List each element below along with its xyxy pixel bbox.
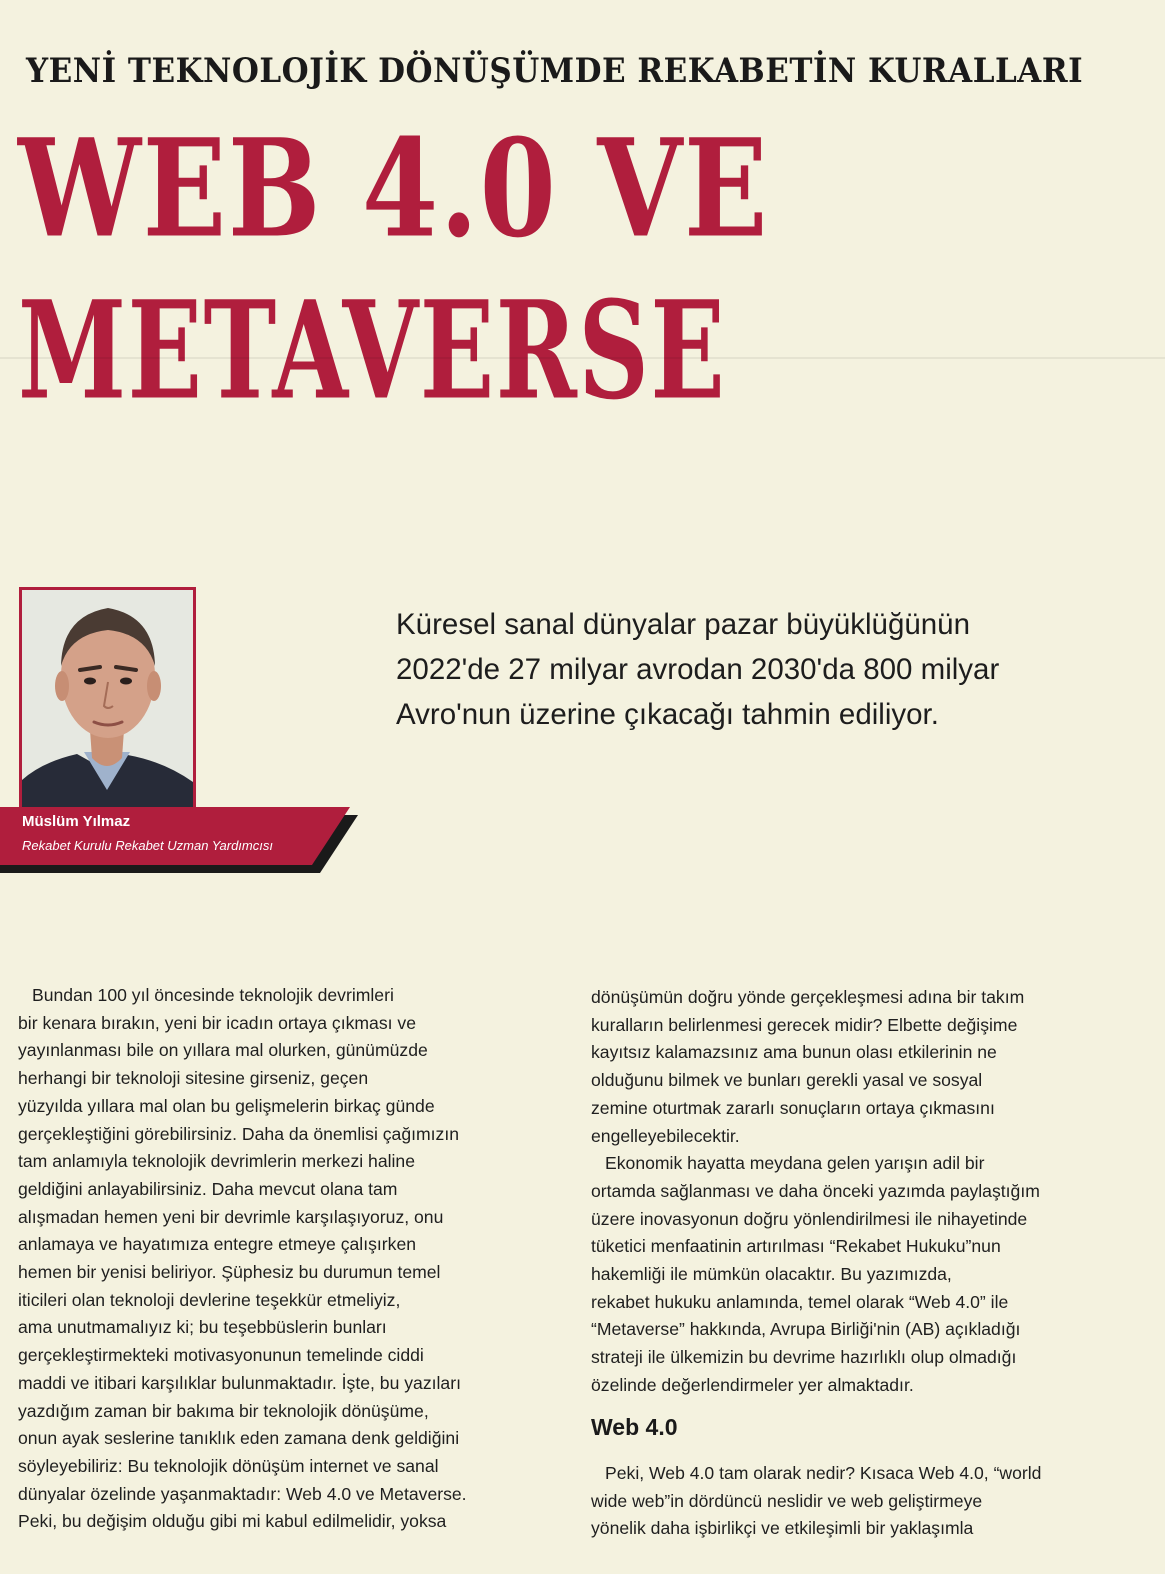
- body-line: bir kenara bırakın, yeni bir icadın ortaya çıkması ve: [18, 1012, 416, 1033]
- body-line: alışmadan hemen yeni bir devrimle karşılaşıyoruz, onu: [18, 1206, 444, 1227]
- body-line: zemine oturtmak zararlı sonuçların ortaya çıkmasını: [591, 1097, 995, 1118]
- body-line: ortamda sağlanması ve daha önceki yazımda paylaştığım: [591, 1180, 1040, 1201]
- body-line: wide web”in dördüncü neslidir ve web geliştirmeye: [591, 1490, 983, 1511]
- author-name: Müslüm Yılmaz: [22, 813, 131, 830]
- body-line: tüketici menfaatinin artırılması “Rekabet Hukuku”nun: [591, 1236, 1001, 1257]
- body-line: söyleyebiliriz: Bu teknolojik dönüşüm internet ve sanal: [18, 1455, 439, 1476]
- body-line: anlamaya ve hayatımıza entegre etmeye çalışırken: [18, 1234, 417, 1255]
- body-line: tam anlamıyla teknolojik devrimlerin merkezi haline: [18, 1151, 415, 1172]
- body-line: özelinde değerlendirmeler yer almaktadır.: [591, 1374, 914, 1395]
- body-line: kuralların belirlenmesi gerecek midir? Elbette değişime: [591, 1014, 1018, 1035]
- author-portrait-icon: [22, 590, 193, 811]
- body-line: geldiğini anlayabilirsiniz. Daha mevcut olana tam: [18, 1178, 398, 1199]
- body-line: Ekonomik hayatta meydana gelen yarışın adil bir: [605, 1153, 985, 1174]
- body-line: Bundan 100 yıl öncesinde teknolojik devrimleri: [32, 985, 394, 1005]
- body-line: gerçekleştirmekteki motivasyonunun temelinde ciddi: [18, 1345, 424, 1366]
- lede-line: Küresel sanal dünyalar pazar büyüklüğünün: [396, 608, 970, 641]
- kicker: YENİ TEKNOLOJİK DÖNÜŞÜMDE REKABETİN KURALLARI: [26, 52, 1084, 91]
- body-line: strateji ile ülkemizin bu devrime hazırlıklı olup olmadığı: [591, 1347, 1017, 1368]
- body-line: dönüşümün doğru yönde gerçekleşmesi adına bir takım: [591, 987, 1025, 1007]
- body-line: yayınlanması bile on yıllara mal olurken, günümüzde: [18, 1040, 428, 1061]
- body-column-right: [591, 984, 1131, 1400]
- body-line: yüzyılda yıllara mal olan bu gelişmelerin birkaç günde: [18, 1095, 435, 1116]
- section-heading: Web 4.0: [591, 1414, 678, 1440]
- body-line: gerçekleştiğini görebilirsiniz. Daha da önemlisi çağımızın: [18, 1123, 460, 1144]
- body-column-left: [18, 982, 558, 1536]
- body-line: Peki, bu değişim olduğu gibi mi kabul edilmelidir, yoksa: [18, 1511, 447, 1532]
- body-line: yönelik daha işbirlikçi ve etkileşimli bir yaklaşımla: [591, 1518, 974, 1539]
- body-line: Peki, Web 4.0 tam olarak nedir? Kısaca Web 4.0, “world: [605, 1463, 1042, 1483]
- headline-line-1: WEB 4.0 VE: [18, 110, 770, 269]
- body-line: engelleyebilecektir.: [591, 1125, 740, 1146]
- body-line: onun ayak seslerine tanıklık eden zamana denk geldiğini: [18, 1428, 460, 1449]
- page-fold: [0, 357, 1165, 359]
- body-column-right-continued: [591, 1460, 1131, 1543]
- body-line: ama unutmamalıyız ki; bu teşebbüslerin bunları: [18, 1317, 387, 1338]
- body-line: dünyalar özelinde yaşanmaktadır: Web 4.0 ve Metaverse.: [18, 1483, 467, 1504]
- body-line: hemen bir yenisi beliriyor. Şüphesiz bu durumun temel: [18, 1262, 441, 1283]
- author-title: Rekabet Kurulu Rekabet Uzman Yardımcısı: [22, 838, 273, 853]
- author-photo: [19, 587, 196, 814]
- body-line: iticileri olan teknoloji devlerine teşekkür etmeliyiz,: [18, 1289, 401, 1310]
- headline-line-2: METAVERSE: [18, 272, 727, 431]
- body-line: hakemliği ile mümkün olacaktır. Bu yazımızda,: [591, 1264, 952, 1285]
- lede-line: Avro'nun üzerine çıkacağı tahmin ediliyor.: [396, 698, 939, 731]
- lede-line: 2022'de 27 milyar avrodan 2030'da 800 milyar: [396, 653, 1000, 686]
- body-line: “Metaverse” hakkında, Avrupa Birliği'nin (AB) açıkladığı: [591, 1319, 1021, 1340]
- body-line: kayıtsız kalamazsınız ama bunun olası etkilerinin ne: [591, 1042, 997, 1063]
- body-line: rekabet hukuku anlamında, temel olarak “Web 4.0” ile: [591, 1291, 1009, 1312]
- lede: [396, 602, 1116, 737]
- body-line: maddi ve itibari karşılıklar bulunmaktadır. İşte, bu yazıları: [18, 1372, 461, 1393]
- body-line: herhangi bir teknoloji sitesine girseniz, geçen: [18, 1068, 369, 1089]
- body-line: olduğunu bilmek ve bunları gerekli yasal ve sosyal: [591, 1070, 983, 1091]
- body-line: yazdığım zaman bir bakıma bir teknolojik dönüşüme,: [18, 1400, 429, 1421]
- body-line: üzere inovasyonun doğru yönlendirilmesi ile nihayetinde: [591, 1208, 1028, 1229]
